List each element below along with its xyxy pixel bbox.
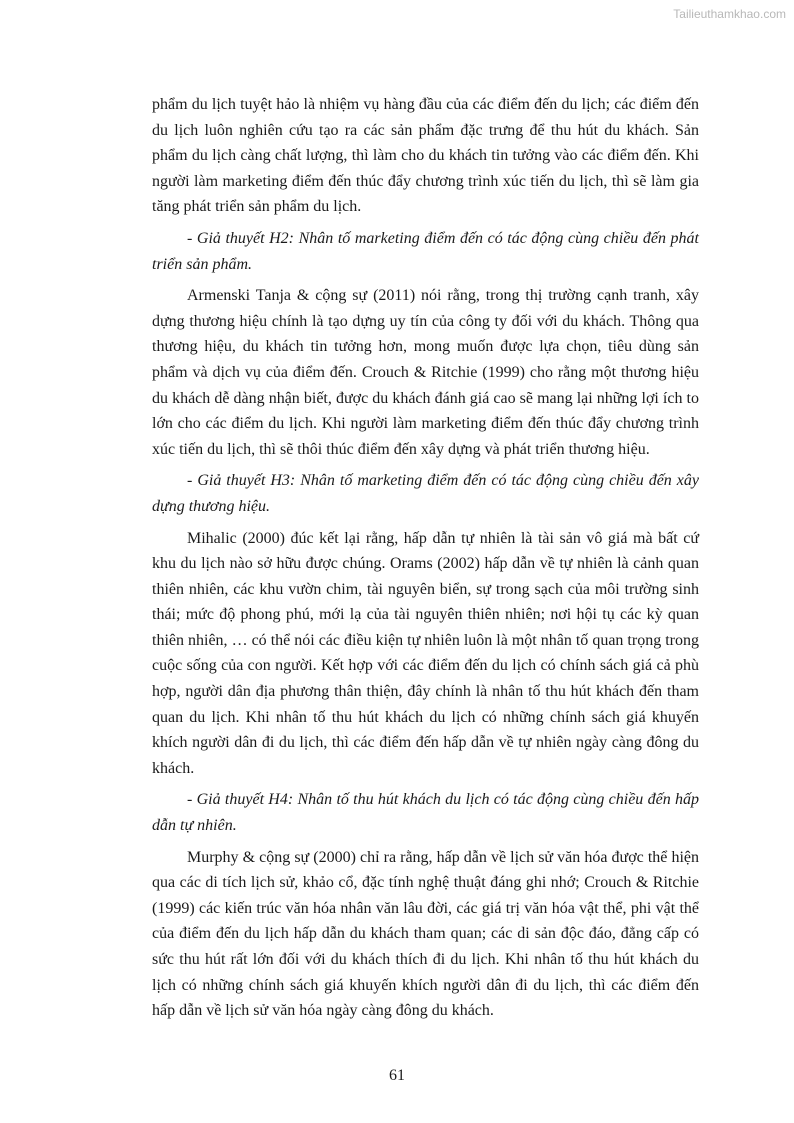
- paragraph-cultural-attraction: Murphy & cộng sự (2000) chỉ ra rằng, hấp dẫn về lịch sử văn hóa được thể hiện qua các di tích lịch sử, khảo cổ, đặc tính nghệ thuật đáng ghi nhớ; Crouch & Ritchie (1999) các kiến trúc văn hóa nhân văn lâu đời, các giá trị văn hóa vật thể, phi vật thể của điểm đến du lịch hấp dẫn du khách tham quan; các di sản độc đáo, đẳng cấp có sức thu hút rất lớn đối với du khách thích đi du lịch. Khi nhân tố thu hút khách du lịch có những chính sách giá khuyến khích người dân đi du lịch, thì các điểm đến hấp dẫn về lịch sử văn hóa ngày càng đông du khách.: [152, 848, 699, 1020]
- page-body: [152, 92, 699, 1024]
- hypothesis-h3: - Giả thuyết H3: Nhân tố marketing điểm đến có tác động cùng chiều đến xây dựng thương hiệu.: [152, 472, 699, 515]
- paragraph-brand: Armenski Tanja & cộng sự (2011) nói rằng, trong thị trường cạnh tranh, xây dựng thương hiệu chính là tạo dựng uy tín của công ty đối với du khách. Thông qua thương hiệu, du khách tin tưởng hơn, mong muốn được lựa chọn, tiêu dùng sản phẩm và dịch vụ của điểm đến. Crouch & Ritchie (1999) cho rằng một thương hiệu du khách dễ dàng nhận biết, được du khách đánh giá cao sẽ mang lại những lợi ích to lớn cho các điểm du lịch. Khi người làm marketing điểm đến thúc đẩy chương trình xúc tiến du lịch, thì sẽ thôi thúc điểm đến xây dựng và phát triển thương hiệu.: [152, 287, 699, 458]
- page-number: 61: [389, 1067, 405, 1084]
- hypothesis-h4: - Giả thuyết H4: Nhân tố thu hút khách du lịch có tác động cùng chiều đến hấp dẫn tự nhiên.: [152, 791, 699, 835]
- paragraph-natural-attraction: Mihalic (2000) đúc kết lại rằng, hấp dẫn tự nhiên là tài sản vô giá mà bất cứ khu du lịch nào sở hữu được chúng. Orams (2002) hấp dẫn về tự nhiên là cảnh quan thiên nhiên, các khu vườn chim, tài nguyên biển, sự trong sạch của môi trường sinh thái; mức độ phong phú, mới lạ của tài nguyên thiên nhiên; nơi hội tụ các kỳ quan thiên nhiên, … có thể nói các điều kiện tự nhiên luôn là một nhân tố quan trọng trong cuộc sống của con người. Kết hợp với các điểm đến du lịch có chính sách giá cả phù hợp, người dân địa phương thân thiện, đây chính là nhân tố thu hút khách đến tham quan du lịch. Khi nhân tố thu hút khách du lịch có những chính sách giá khuyến khích người dân đi du lịch, thì các điểm đến hấp dẫn về tự nhiên ngày càng đông du khách.: [152, 529, 699, 777]
- hypothesis-h2: - Giả thuyết H2: Nhân tố marketing điểm đến có tác động cùng chiều đến phát triển sản phẩm.: [152, 229, 699, 273]
- paragraph-continuation: phẩm du lịch tuyệt hảo là nhiệm vụ hàng đầu của các điểm đến du lịch; các điểm đến du lịch luôn nghiên cứu tạo ra các sản phẩm đặc trưng để thu hút du khách. Sản phẩm du lịch càng chất lượng, thì làm cho du khách tin tưởng vào các điểm đến. Khi người làm marketing điểm đến thúc đẩy chương trình xúc tiến du lịch, thì sẽ làm gia tăng phát triển sản phẩm du lịch.: [152, 96, 699, 216]
- watermark: Tailieuthamkhao.com: [673, 7, 786, 21]
